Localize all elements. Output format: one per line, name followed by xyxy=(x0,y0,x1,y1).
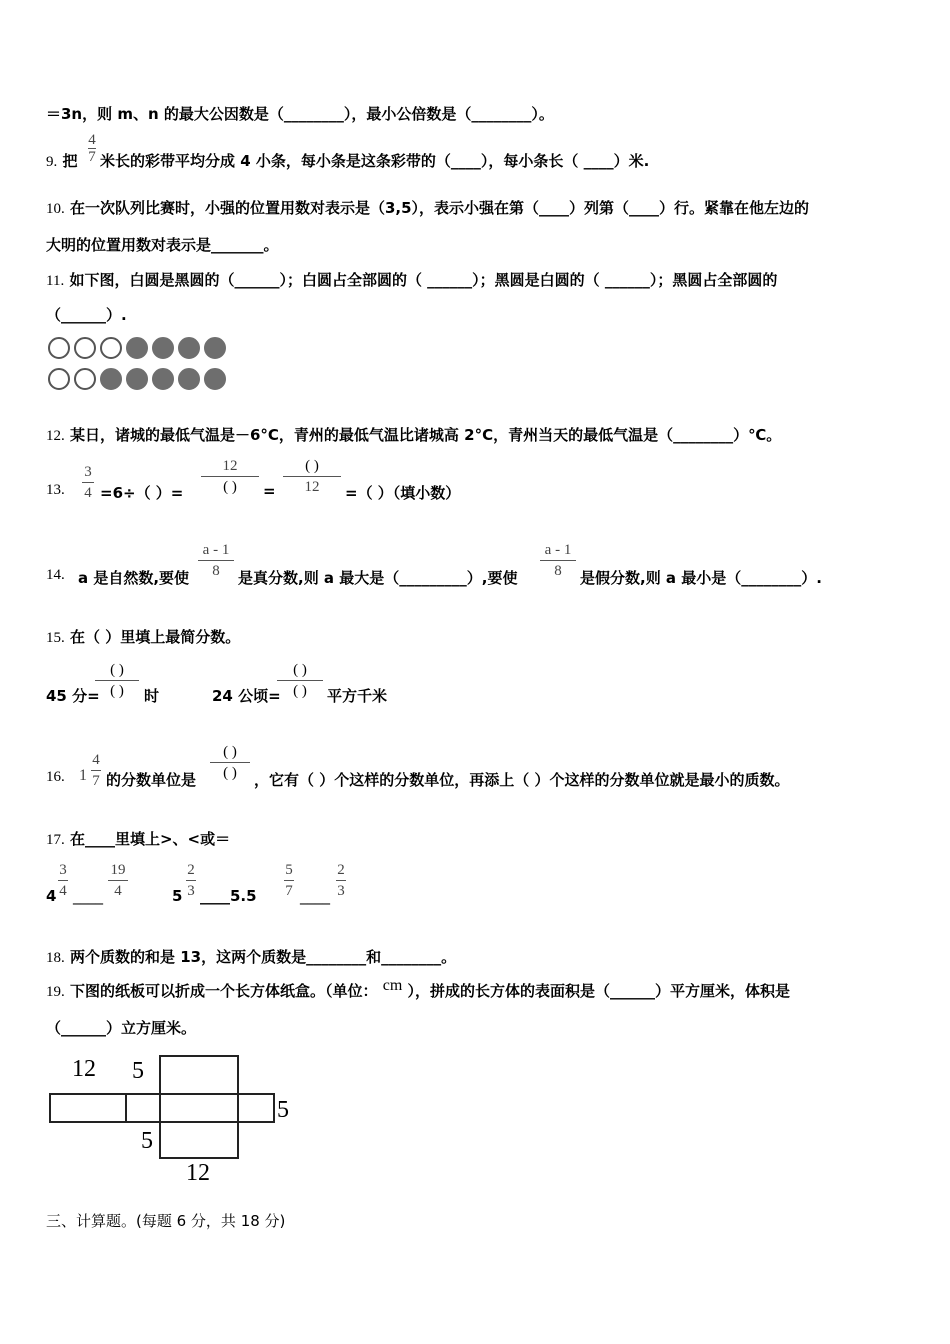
black-circle xyxy=(126,337,148,359)
q13-number: 13. xyxy=(46,482,65,498)
q16-blank-fraction: ( ) ( ) xyxy=(208,742,252,783)
net-face-right xyxy=(238,1094,274,1122)
q17-title: 17. 在____里填上>、<或＝ xyxy=(46,830,231,848)
q13-fraction-3: ( ) 12 xyxy=(282,456,342,497)
net-face-bottom xyxy=(160,1122,238,1158)
net-label-5-top: 5 xyxy=(132,1058,144,1084)
q14-t3: 是假分数,则 a 最小是（________）. xyxy=(580,569,822,587)
section-3-heading: 三、计算题。(每题 6 分，共 18 分) xyxy=(46,1212,286,1230)
q14-fraction-1: a - 1 8 xyxy=(196,540,236,581)
net-label-12-top: 12 xyxy=(72,1056,96,1082)
q16-fraction: 4 7 xyxy=(92,752,100,789)
net-label-5-bottom: 5 xyxy=(141,1128,153,1154)
net-face-left xyxy=(50,1094,126,1122)
q17-g3-blank: ____ xyxy=(300,887,330,905)
q18: 18. 两个质数的和是 13，这两个质数是________和________。 xyxy=(46,948,457,966)
q9-post: 米长的彩带平均分成 4 小条，每小条是这条彩带的（____），每小条长（ ____）米. xyxy=(99,152,650,170)
q17-g2-fraction: 2 3 xyxy=(187,862,195,899)
q19-line1: 19. 下图的纸板可以折成一个长方体纸盒。（单位： cm ），拼成的长方体的表面积是（______）平方厘米，体积是 xyxy=(46,977,791,1000)
q17-g2-whole: 5 xyxy=(172,887,183,905)
q13-eq3: =（ ）（填小数） xyxy=(345,484,461,502)
q15-a-fraction: ( ) ( ) xyxy=(94,660,140,701)
q10-line1: 10. 在一次队列比赛时，小强的位置用数对表示是（3,5），表示小强在第（____）列第（____）行。紧靠在他左边的 xyxy=(46,199,810,217)
q19-line2: （______）立方厘米。 xyxy=(46,1019,197,1037)
q13-eq2: = xyxy=(263,482,276,500)
white-circle xyxy=(74,368,96,390)
q12: 12. 某日，诸城的最低气温是－6°C，青州的最低气温比诸城高 2°C，青州当天的最低气温是（________）℃。 xyxy=(46,426,782,444)
q15-a-post: 时 xyxy=(144,687,160,705)
circle-row-2 xyxy=(48,368,230,394)
circle-row-1 xyxy=(48,337,230,363)
net-face-small xyxy=(126,1094,160,1122)
net-face-top xyxy=(160,1056,238,1094)
black-circle xyxy=(100,368,122,390)
q16-whole: 1 xyxy=(79,767,87,784)
q15-a-pre: 45 分= xyxy=(46,687,100,705)
q13-fraction-1: 3 4 xyxy=(80,462,96,503)
black-circle xyxy=(152,368,174,390)
black-circle xyxy=(204,337,226,359)
q17-g1-whole: 4 xyxy=(46,887,57,905)
q15-b-fraction: ( ) ( ) xyxy=(276,660,324,701)
black-circle xyxy=(204,368,226,390)
q17-g3-right-fraction: 2 3 xyxy=(337,862,345,899)
q19-unit: cm xyxy=(382,977,403,994)
black-circle xyxy=(126,368,148,390)
net-label-5-right: 5 xyxy=(277,1097,289,1123)
q14-t2: 是真分数,则 a 最大是（_________）,要使 xyxy=(238,569,518,587)
white-circle xyxy=(48,337,70,359)
black-circle xyxy=(178,337,200,359)
q9-pre: 把 xyxy=(62,152,78,170)
q13-fraction-2: 12 ( ) xyxy=(200,456,260,497)
q9-fraction: 4 7 xyxy=(88,132,96,165)
q16-number: 16. xyxy=(46,769,65,785)
net-label-12-bottom: 12 xyxy=(186,1160,210,1186)
q16-t2: ，它有（ ）个这样的分数单位，再添上（ ）个这样的分数单位就是最小的质数。 xyxy=(254,771,790,789)
q15-b-pre: 24 公顷= xyxy=(212,687,281,705)
q17-g2-blank: ____5.5 xyxy=(200,887,257,905)
q14-number: 14. xyxy=(46,567,65,583)
q14-fraction-2: a - 1 8 xyxy=(538,540,578,581)
q17-g3-left-fraction: 5 7 xyxy=(285,862,293,899)
net-face-center xyxy=(160,1094,238,1122)
q15-title: 15. 在（ ）里填上最简分数。 xyxy=(46,628,241,646)
white-circle xyxy=(48,368,70,390)
q8-tail: ＝3n，则 m、n 的最大公因数是（________），最小公倍数是（________）。 xyxy=(46,105,554,123)
q15-b-post: 平方千米 xyxy=(327,687,388,705)
q17-g1-right-fraction: 19 4 xyxy=(106,860,130,901)
white-circle xyxy=(74,337,96,359)
q13-eq1: =6÷（ ）= xyxy=(100,484,184,502)
q17-g1-fraction: 3 4 xyxy=(59,862,67,899)
q9-number: 9. xyxy=(46,154,58,170)
black-circle xyxy=(152,337,174,359)
black-circle xyxy=(178,368,200,390)
q17-g1-blank: ____ xyxy=(73,887,103,905)
q11-line1: 11. 如下图，白圆是黑圆的（______）；白圆占全部圆的（ ______）；黑圆是白圆的（ ______）；黑圆占全部圆的 xyxy=(46,271,778,289)
q9 xyxy=(46,150,649,171)
white-circle xyxy=(100,337,122,359)
q14-t1: a 是自然数,要使 xyxy=(78,569,190,587)
q11-line2: （______）. xyxy=(46,306,127,324)
q10-line2: 大明的位置用数对表示是_______。 xyxy=(46,236,279,254)
q16-t1: 的分数单位是 xyxy=(106,771,197,789)
